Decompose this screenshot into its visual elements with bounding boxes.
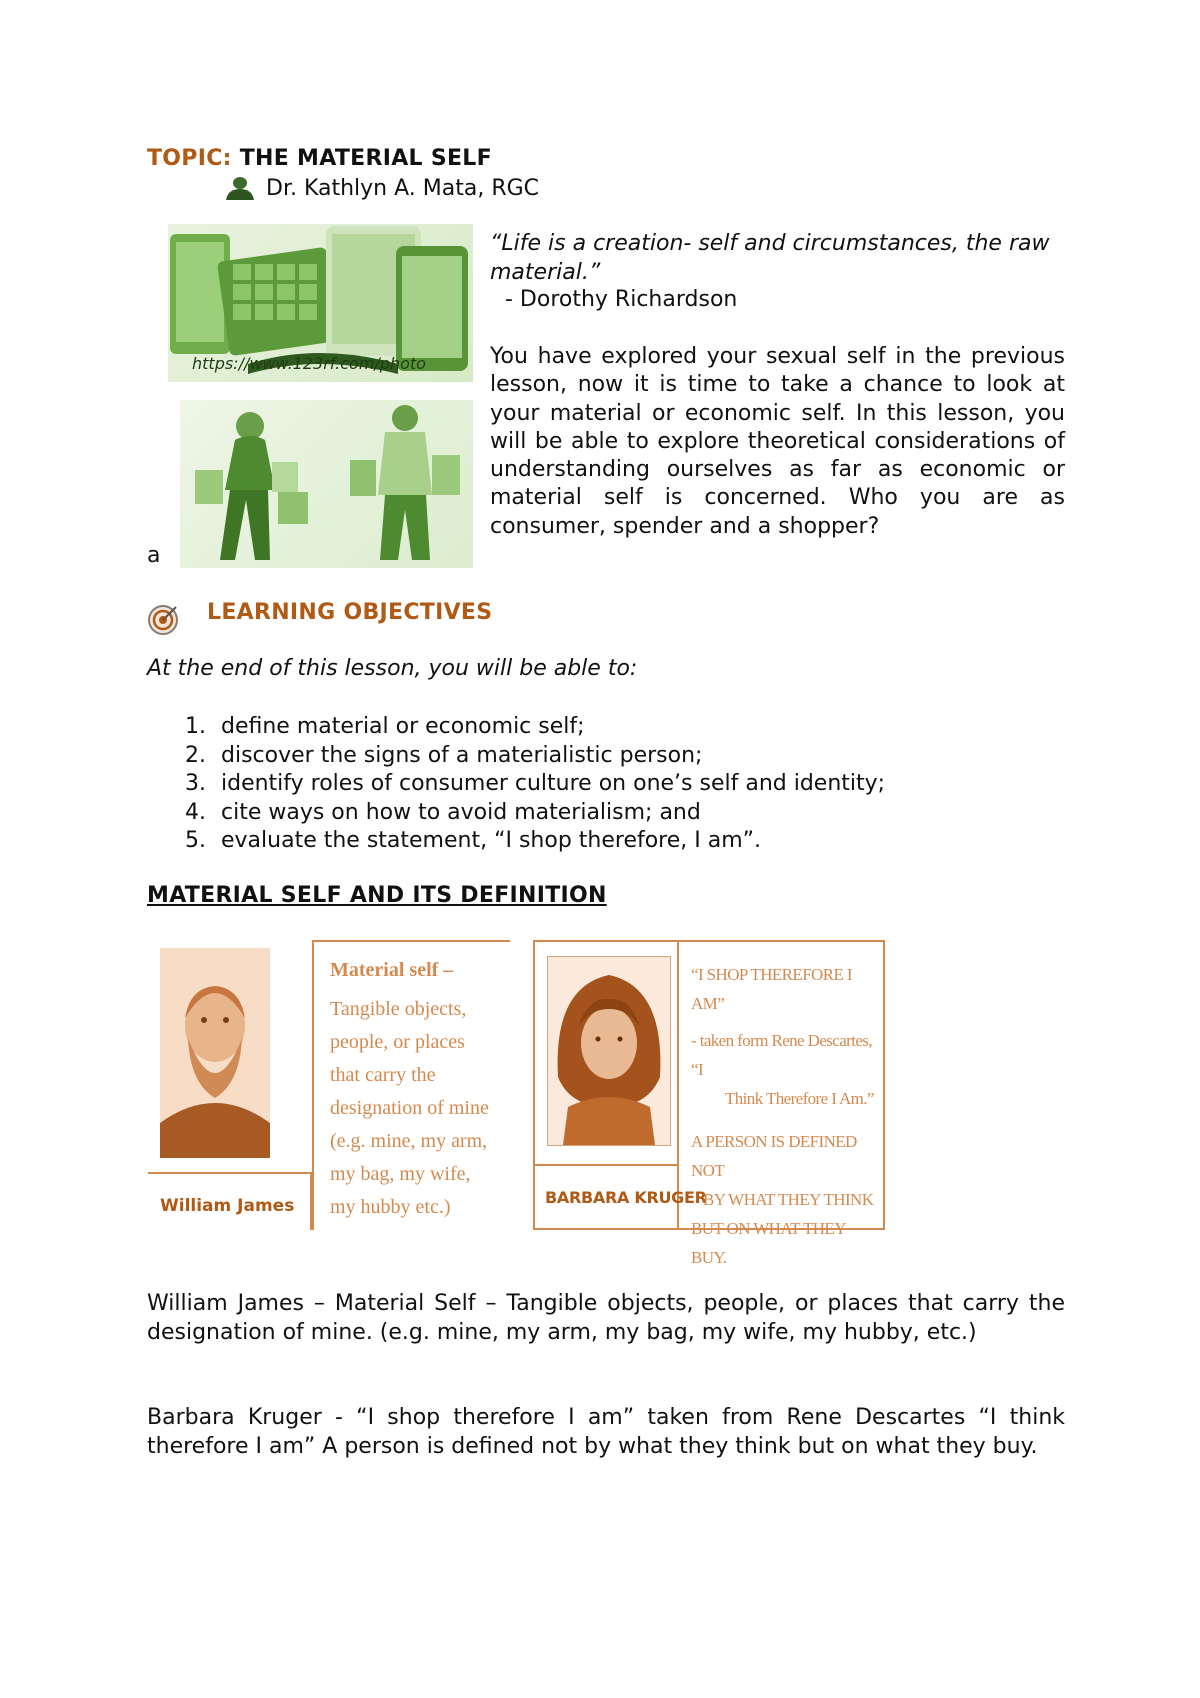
item-number: 5. — [185, 828, 206, 854]
item-number: 4. — [185, 799, 206, 825]
topic-label: TOPIC: — [147, 146, 232, 171]
item-number: 2. — [185, 742, 206, 768]
gadgets-photo — [168, 224, 473, 382]
portrait-william-james — [160, 948, 270, 1158]
author-line — [222, 174, 539, 202]
section-heading: MATERIAL SELF AND ITS DEFINITION — [147, 883, 607, 908]
material-self-definition — [330, 954, 510, 1224]
kruger-quote-box — [691, 960, 881, 1272]
stray-letter: a — [147, 543, 161, 568]
learning-objectives-heading: LEARNING OBJECTIVES — [207, 600, 493, 625]
author-name: Dr. Kathlyn A. Mata, RGC — [266, 175, 540, 201]
card-name-james: William James — [160, 1196, 295, 1216]
paragraph-william-james: William James – Material Self – Tangible objects, people, or places that carry the designation of mine. (e.g. mine, my arm, my bag, my wife, my hubby, etc.) — [147, 1291, 1065, 1345]
card-divider — [148, 1172, 310, 1174]
kruger-quote: “I SHOP THEREFORE I AM” — [691, 965, 852, 1013]
item-number: 3. — [185, 771, 206, 797]
definition-line: that carry the — [330, 1064, 436, 1086]
list-item — [185, 799, 885, 828]
definition-line: Tangible objects, — [330, 998, 467, 1020]
item-text: identify roles of consumer culture on one’s self and identity; — [221, 771, 886, 797]
material-self-heading: Material self – — [330, 959, 454, 981]
definition-line: my hubby etc.) — [330, 1196, 451, 1218]
person-icon — [222, 174, 258, 202]
card-divider — [677, 942, 679, 1228]
item-text: evaluate the statement, “I shop therefore, I am”. — [221, 828, 762, 854]
list-item — [185, 827, 885, 856]
definition-line: my bag, my wife, — [330, 1163, 471, 1185]
list-item — [185, 713, 885, 742]
definition-line: designation of mine — [330, 1097, 489, 1119]
quote-text: “Life is a creation- self and circumstances, the raw material.” — [490, 231, 1050, 285]
barbara-kruger-card — [533, 940, 885, 1267]
kruger-claim-line: BUT ON WHAT THEY BUY. — [691, 1219, 846, 1267]
target-icon — [147, 604, 179, 636]
objectives-intro: At the end of this lesson, you will be able to: — [147, 656, 638, 681]
card-divider — [535, 1164, 677, 1166]
william-james-card — [148, 940, 520, 1230]
kruger-source-line: - taken form Rene Descartes, “I — [691, 1031, 872, 1079]
card-border — [312, 940, 314, 1230]
card-top-border — [312, 940, 510, 942]
definition-line: people, or places — [330, 1031, 465, 1053]
intro-paragraph — [490, 343, 1065, 541]
topic-title: THE MATERIAL SELF — [239, 146, 492, 171]
card-name-kruger: BARBARA KRUGER — [545, 1188, 707, 1207]
item-text: discover the signs of a materialistic person; — [221, 742, 703, 768]
objectives-list — [185, 713, 885, 856]
definition-line: (e.g. mine, my arm, — [330, 1130, 488, 1152]
paragraph-barbara-kruger: Barbara Kruger - “I shop therefore I am” taken from Rene Descartes “I think therefore I am” A person is defined not by what they think but on what they buy. — [147, 1405, 1065, 1459]
portrait-barbara-kruger — [547, 956, 671, 1146]
list-item — [185, 742, 885, 771]
item-number: 1. — [185, 714, 206, 739]
shoppers-photo — [180, 400, 473, 568]
intro-text: You have explored your sexual self in the previous lesson, now it is time to take a chance to look at your material or economic self. In this lesson, you will be able to explore theoretical considerations of understanding ourselves as far as economic or material self is concerned. Who you are as consumer, spender and a shopper? — [490, 344, 1065, 539]
list-item — [185, 770, 885, 799]
photo-caption: https://www.123rf.com/photo — [192, 354, 426, 373]
quote-attribution: - Dorothy Richardson — [505, 287, 738, 312]
kruger-claim-line: BY WHAT THEY THINK — [703, 1190, 874, 1209]
kruger-source-line: Think Therefore I Am.” — [725, 1089, 874, 1108]
kruger-claim-line: A PERSON IS DEFINED NOT — [691, 1132, 857, 1180]
topic-heading — [147, 146, 492, 171]
item-text: define material or economic self; — [221, 714, 585, 739]
item-text: cite ways on how to avoid materialism; and — [221, 799, 701, 825]
